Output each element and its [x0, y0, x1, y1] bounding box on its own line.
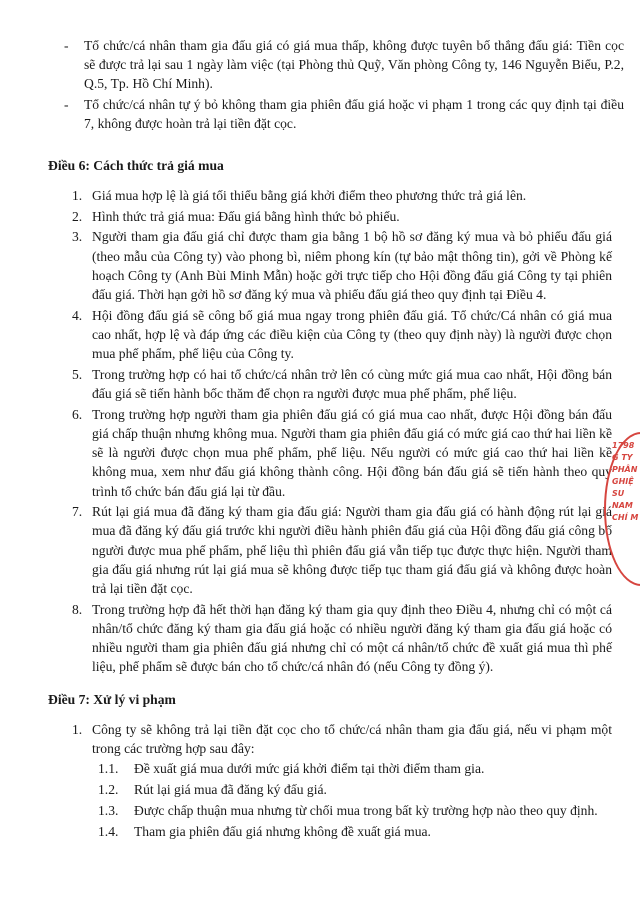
deposit-bullet-list — [64, 36, 624, 134]
subitem-text: Đề xuất giá mua dưới mức giá khởi điểm tại thời điểm tham gia. — [134, 761, 485, 777]
bullet-mark: - — [64, 96, 69, 112]
item-number: 4. — [72, 307, 83, 323]
item-number: 2. — [72, 208, 83, 224]
subitem-number: 1.3. — [98, 802, 119, 818]
list-item — [72, 720, 612, 841]
list-item — [72, 227, 612, 304]
seal-line: GHIỆ — [612, 477, 634, 486]
list-item — [72, 207, 612, 226]
bullet-item — [64, 36, 624, 94]
subitem-text: Rút lại giá mua đã đăng ký đấu giá. — [134, 782, 327, 798]
item-number: 3. — [72, 229, 83, 245]
subitem-text: Tham gia phiên đấu giá nhưng không đề xuất giá mua. — [134, 823, 431, 839]
bullet-item — [64, 95, 624, 133]
sublist-item — [92, 801, 612, 820]
sublist-item — [92, 822, 612, 841]
item-number: 6. — [72, 406, 83, 422]
bullet-text: Tổ chức/cá nhân tham gia đấu giá có giá mua thấp, không được tuyên bố thắng đấu giá: Tiền cọc sẽ được trả lại sau 1 ngày làm việc (tại Phòng thủ Quỹ, Văn phòng Công ty, 146 Nguyễn Biểu, P.2, Q.5, Tp. Hồ Chí Minh). — [84, 38, 624, 92]
company-seal-text — [612, 440, 640, 524]
violation-sublist — [92, 759, 612, 840]
item-number: 7. — [72, 504, 83, 520]
subitem-number: 1.1. — [98, 761, 119, 777]
item-text: Rút lại giá mua đã đăng ký tham gia đấu giá: Người tham gia đấu giá có hành động rút lại giá mua đã đăng ký đấu giá trước khi người điều hành phiên đấu giá của Hội đồng đấu giá công bố người được mua phế phẩm, phế liệu thì phiên đấu giá vẫn tiếp tục được thực hiện. Người tham gia đấu giá nhưng rút lại giá mua sẽ không được tiếp tục tham giá đấu giá và không được hoàn trả lại tiền đặt cọc. — [92, 504, 612, 597]
seal-line: 1798 — [612, 441, 635, 450]
list-item — [72, 600, 612, 677]
item-text: Công ty sẽ không trả lại tiền đặt cọc cho tổ chức/cá nhân tham gia đấu giá, nếu vi phạm một trong các trường hợp sau đây: — [92, 722, 612, 757]
list-item — [72, 365, 612, 403]
item-number: 5. — [72, 366, 83, 382]
subitem-text: Được chấp thuận mua nhưng từ chối mua trong bất kỳ trường hợp nào theo quy định. — [134, 802, 598, 818]
bullet-mark: - — [64, 38, 69, 53]
list-item — [72, 405, 612, 501]
sublist-item — [92, 780, 612, 799]
article-6-heading: Điều 6: Cách thức trả giá mua — [48, 158, 224, 173]
seal-line: CHÍ M — [612, 513, 639, 522]
subitem-number: 1.4. — [98, 823, 119, 839]
item-text: Người tham gia đấu giá chỉ được tham gia bằng 1 bộ hồ sơ đăng ký mua và bỏ phiếu đấu giá (theo mẫu của Công ty) vào phong bì, niêm phong kín (tự bảo mật thông tin), gởi về Phòng kế hoạch Công ty (Anh Bùi Minh Mẫn) hoặc gởi trực tiếp cho Hội đồng đấu giá Công ty tại phiên đấu giá. Thời hạn gởi hồ sơ đăng ký mua và phiếu đấu giá theo quy định tại Điều 4. — [92, 229, 612, 303]
item-text: Trong trường hợp người tham gia phiên đấu giá có giá mua cao nhất, được Hội đồng bán đấu giá chấp thuận nhưng không mua. Người tham gia phiên đấu giá có mức giá cao thứ hai liền kề sẽ là người được chọn mua phế phẩm, phế liệu. Nếu người có mức giá cao thứ hai liền kề không mua, xem như đấu giá không thành công. Hội đồng bán đấu giá sẽ tiến hành theo quy trình tổ chức bán đấu giá lại từ đầu. — [92, 406, 612, 499]
seal-line: SU — [612, 489, 625, 498]
seal-line: G TY — [612, 453, 633, 462]
item-text: Trong trường hợp có hai tổ chức/cá nhân trở lên có cùng mức giá mua cao nhất, Hội đồng bán đấu giá sẽ tiến hành bốc thăm để chọn ra người được mua phế phẩm, phế liệu. — [92, 366, 612, 402]
sublist-item — [92, 759, 612, 778]
item-number: 8. — [72, 601, 83, 617]
item-number: 1. — [72, 722, 83, 737]
item-text: Giá mua hợp lệ là giá tối thiểu bằng giá khởi điểm theo phương thức trả giá lên. — [92, 188, 527, 203]
article-7-heading: Điều 7: Xử lý vi phạm — [48, 692, 176, 707]
article-7-list — [72, 720, 612, 842]
item-text: Hình thức trả giá mua: Đấu giá bằng hình thức bỏ phiếu. — [92, 208, 400, 224]
item-number: 1. — [72, 188, 83, 203]
article-6-list — [72, 186, 612, 678]
list-item — [72, 502, 612, 598]
item-text: Hội đồng đấu giá sẽ công bố giá mua ngay trong phiên đấu giá. Tổ chức/Cá nhân có giá mua cao nhất, hợp lệ và đáp ứng các điều kiện của Công ty (theo quy định này) là người được chọn mua phế phẩm, phế liệu của Công ty. — [92, 307, 612, 362]
bullet-text: Tổ chức/cá nhân tự ý bỏ không tham gia phiên đấu giá hoặc vi phạm 1 trong các quy định tại điều 7, không được hoàn trả lại tiền đặt cọc. — [84, 96, 624, 131]
seal-line: PHÂN — [612, 465, 638, 474]
list-item — [72, 186, 612, 205]
seal-line: NAM — [612, 501, 633, 510]
subitem-number: 1.2. — [98, 782, 119, 798]
list-item — [72, 306, 612, 364]
item-text: Trong trường hợp đã hết thời hạn đăng ký tham gia quy định theo Điều 4, nhưng chỉ có một cá nhân/tổ chức đăng ký tham gia đấu giá hoặc có nhiều người đăng ký tham gia đấu giá hoặc có nhiều người tham gia phiên đấu giá nhưng chỉ có một cá nhân/tổ chức đề xuất giá mua thì phế liệu, phế phẩm sẽ được bán cho tổ chức/cá nhân đó (nếu Công ty đồng ý). — [92, 601, 612, 675]
